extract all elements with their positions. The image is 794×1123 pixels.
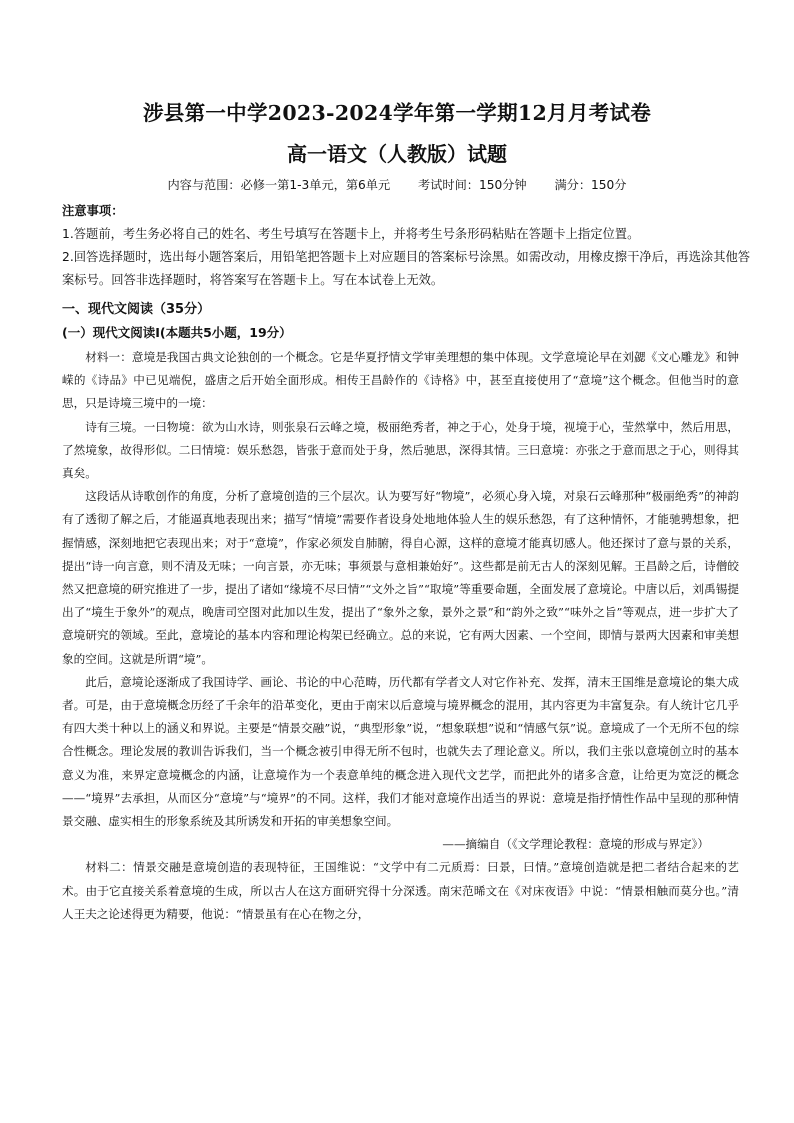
section-subtitle: (一）现代文阅读Ⅰ(本题共5小题，19分）: [62, 325, 292, 340]
instructions: [62, 200, 752, 292]
section-title: 一、现代文阅读（35分）: [62, 302, 211, 317]
instructions-heading: 注意事项：: [62, 204, 124, 218]
instruction-item-2: 2.回答选择题时，选出每小题答案后，用铅笔把答题卡上对应题目的答案标号涂黑。如需改动，用橡皮擦干净后，再选涂其他答案标号。回答非选择题时，将答案写在答题卡上。写在本试卷上无效。: [62, 250, 751, 287]
exam-scope: 内容与范围：必修一第1-3单元，第6单元: [167, 178, 391, 192]
exam-title: 涉县第一中学2023-2024学年第一学期12月月考试卷: [142, 101, 652, 125]
passage-paragraph-1: 材料一：意境是我国古典文论独创的一个概念。它是华夏抒情文学审美理想的集中体现。文学意境论早在刘勰《文心雕龙》和钟嵘的《诗品》中已见端倪，盛唐之后开始全面形成。相传王昌龄作的《诗格》中，甚至直接使用了“意境”这个概念。但他当时的意思，只是诗境三境中的一境：: [62, 350, 739, 411]
instruction-item-1: 1.答题前，考生务必将自己的姓名、考生号填写在答题卡上，并将考生号条形码粘贴在答题卡上指定位置。: [62, 227, 640, 241]
passage-paragraph-2: 这段话从诗歌创作的角度，分析了意境创造的三个层次。认为要写好“物境”，必须心身入境，对泉石云峰那种“极丽绝秀”的神韵有了透彻了解之后，才能逼真地表现出来；描写“情境”需要作者设身处地地体验人生的娱乐愁怨，有了这种情怀，才能驰骋想象，把握情感，深刻地把它表现出来；对于“意境”，作家必须发自肺腑，得自心源，这样的意境才能真切感人。他还探讨了意与景的关系，提出“诗一向言意，则不清及无味；一向言景，亦无味；事须景与意相兼始好”。这些都是前无古人的深刻见解。王昌龄之后，诗僧皎然又把意境的研究推进了一步，提出了诸如“缘境不尽曰情”“文外之旨”“取境”等重要命题，全面发展了意境论。中唐以后，刘禹锡提出了“境生于象外”的观点，晚唐司空图对此加以生发，提出了“象外之象，景外之景”和“韵外之致”“味外之旨”等观点，进一步扩大了意境研究的领域。至此，意境论的基本内容和理论构架已经确立。总的来说，它有两大因素、一个空间，即情与景两大因素和审美想象的空间。这就是所谓“境”。: [62, 489, 739, 666]
reading-passage: [62, 346, 739, 926]
passage-source: ——摘编自（《文学理论教程：意境的形成与界定》）: [442, 837, 709, 852]
exam-time: 考试时间：150分钟: [418, 178, 527, 192]
exam-score: 满分：150分: [554, 178, 627, 192]
passage-paragraph-3: 此后，意境论逐渐成了我国诗学、画论、书论的中心范畴，历代都有学者文人对它作补充、发挥，清末王国维是意境论的集大成者。可是，由于意境概念历经了千余年的沿革变化，更由于南宋以后意境与境界概念的混用，其内容更为丰富复杂。有人统计它几乎有四大类十种以上的涵义和界说。主要是“情景交融”说，“典型形象”说，“想象联想”说和“情感气氛”说。意境成了一个无所不包的综合性概念。理论发展的教训告诉我们，当一个概念被引申得无所不包时，也就失去了理论意义。所以，我们主张以意境创立时的基本意义为准，来界定意境概念的内涵，让意境作为一个表意单纯的概念进入现代文艺学，而把此外的诸多含意，让给更为宽泛的概念——“境界”去承担，从而区分“意境”与“境界”的不同。这样，我们才能对意境作出适当的界说：意境是指抒情性作品中呈现的那种情景交融、虚实相生的形象系统及其所诱发和开拓的审美想象空间。: [62, 674, 739, 829]
exam-meta: [0, 176, 794, 193]
passage-paragraph-4: 材料二：情景交融是意境创造的表现特征，王国维说：“文学中有二元质焉：曰景，曰情。”意境创造就是把二者结合起来的艺术。由于它直接关系着意境的生成，所以古人在这方面研究得十分深透。南宋范晞文在《对床夜语》中说：“情景相触而莫分也。”清人王夫之论述得更为精要，他说：“情景虽有在心在物之分，: [62, 860, 739, 921]
passage-quote: 诗有三境。一曰物境：欲为山水诗，则张泉石云峰之境，极丽绝秀者，神之于心，处身于境，视境于心，莹然掌中，然后用思，了然境象，故得形似。二曰情境：娱乐愁怨，皆张于意而处于身，然后驰思，深得其情。三曰意境：亦张之于意而思之于心，则得其真矣。: [62, 419, 739, 481]
exam-subtitle: 高一语文（人教版）试题: [287, 142, 507, 166]
